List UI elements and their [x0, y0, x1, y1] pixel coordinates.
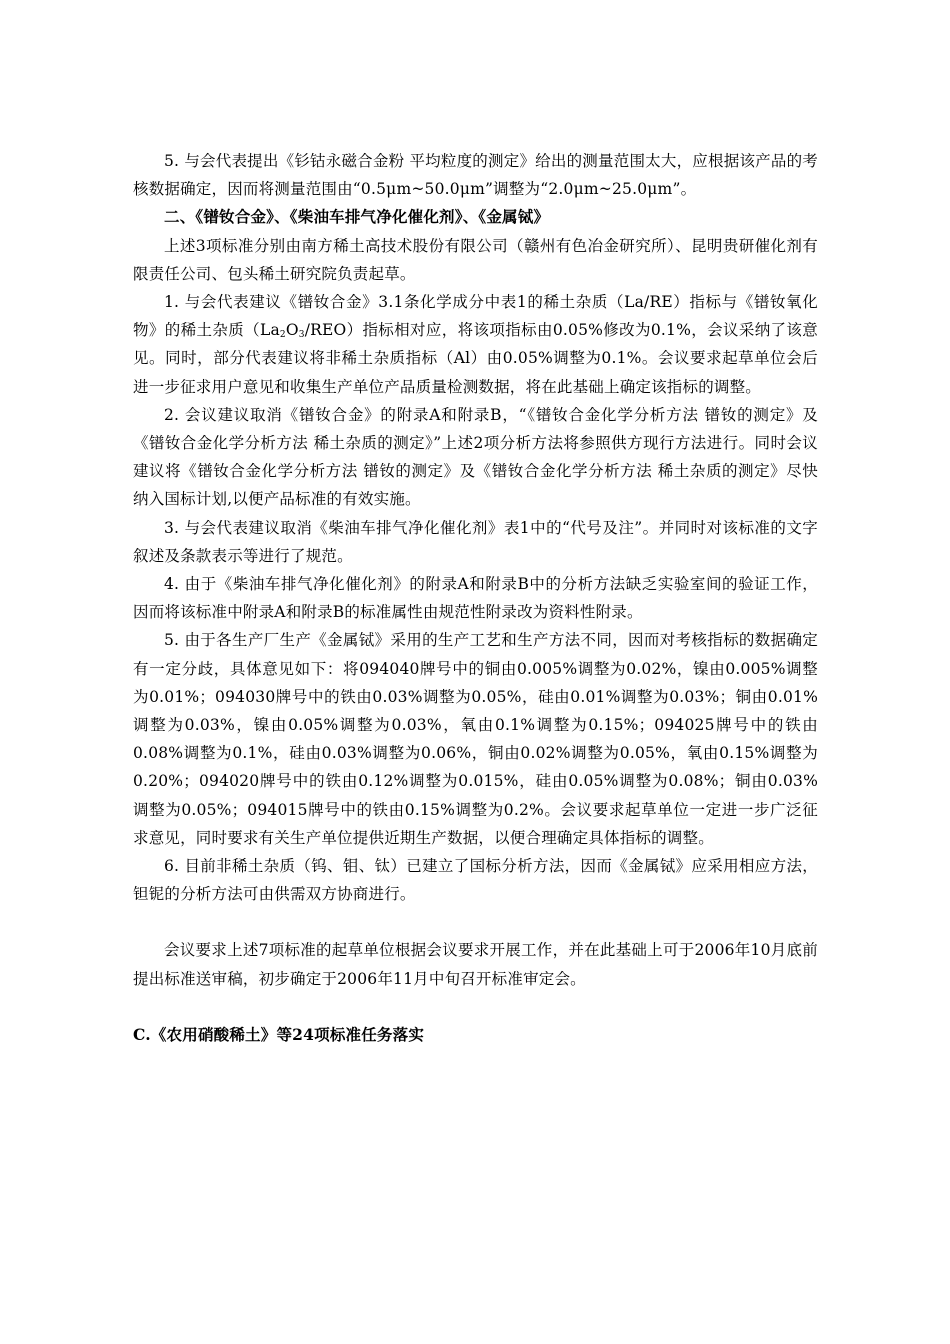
section-heading-two: 二、《镨钕合金》、《柴油车排气净化催化剂》、《金属铽》: [164, 207, 550, 227]
section-heading-c: C.《农用硝酸稀土》等24项标准任务落实: [133, 1024, 425, 1044]
document-page: [133, 147, 818, 1049]
paragraph-drafting-units: 上述3项标准分别由南方稀土高技术股份有限公司（赣州有色冶金研究所）、昆明贵研催化剂有限责任公司、包头稀土研究院负责起草。: [133, 236, 818, 283]
paragraph-text: /REO）指标相对应，将该项指标由0.05%修改为0.1%，会议采纳了该意见。同时，部分代表建议将非稀土杂质指标（Al）由0.05%调整为0.1%。会议要求起草单位会后进一步征求用户意见和收集生产单位产品质量检测数据，将在此基础上确定该指标的调整。: [133, 321, 818, 396]
paragraph-item-6-impurities: 6. 目前非稀土杂质（钨、钼、钛）已建立了国标分析方法，因而《金属铽》应采用相应方法，钽铌的分析方法可由供需双方协商进行。: [133, 857, 818, 904]
paragraph-item-5-samarium-cobalt: 5. 与会代表提出《钐钴永磁合金粉 平均粒度的测定》给出的测量范围太大，应根据该产品的考核数据确定，因而将测量范围由“0.5μm~50.0μm”调整为“2.0μm~25.0μm”。: [133, 152, 818, 199]
spacer: [133, 993, 818, 1021]
paragraph-text: 1. 与会代表建议《镨钕合金》3.1条化学成分中表1的稀土杂质（La/RE）指标与《镨钕氧化物》的稀土杂质（La: [133, 293, 818, 340]
subscript: 2: [279, 330, 286, 341]
paragraph-item-4-appendix-nature: 4. 由于《柴油车排气净化催化剂》的附录A和附录B中的分析方法缺乏实验室间的验证工作，因而将该标准中附录A和附录B的标准属性由规范性附录改为资料性附录。: [133, 575, 818, 622]
paragraph-item-3-catalyst: 3. 与会代表建议取消《柴油车排气净化催化剂》表1中的“代号及注”。并同时对该标准的文字叙述及条款表示等进行了规范。: [133, 518, 818, 565]
paragraph-meeting-requirement: 会议要求上述7项标准的起草单位根据会议要求开展工作，并在此基础上可于2006年10月底前提出标准送审稿，初步确定于2006年11月中旬召开标准审定会。: [133, 941, 818, 988]
subscript: 3: [298, 330, 305, 341]
paragraph-item-1-prnd-alloy: [133, 288, 818, 401]
paragraph-text: O: [285, 321, 299, 340]
paragraph-item-2-appendix: 2. 会议建议取消《镨钕合金》的附录A和附录B，“《镨钕合金化学分析方法 镨钕的测定》及《镨钕合金化学分析方法 稀土杂质的测定》”上述2项分析方法将参照供方现行方法进行。同时会议建议将《镨钕合金化学分析方法 镨钕的测定》及《镨钕合金化学分析方法 稀土杂质的测定》尽快纳入国标计划,以便产品标准的有效实施。: [133, 405, 818, 509]
paragraph-item-5-terbium: 5. 由于各生产厂生产《金属铽》采用的生产工艺和生产方法不同，因而对考核指标的数据确定有一定分歧，具体意见如下：将094040牌号中的铜由0.005%调整为0.02%，镍由0.005%调整为0.01%；094030牌号中的铁由0.03%调整为0.05%，硅由0.01%调整为0.03%；铜由0.01%调整为0.03%，镍由0.05%调整为0.03%，氧由0.1%调整为0.15%；094025牌号中的铁由0.08%调整为0.1%，硅由0.03%调整为0.06%，铜由0.02%调整为0.05%，氧由0.15%调整为0.20%；094020牌号中的铁由0.12%调整为0.015%，硅由0.05%调整为0.08%；铜由0.03%调整为0.05%；094015牌号中的铁由0.15%调整为0.2%。会议要求起草单位一定进一步广泛征求意见，同时要求有关生产单位提供近期生产数据，以便合理确定具体指标的调整。: [133, 631, 818, 847]
spacer: [133, 908, 818, 936]
